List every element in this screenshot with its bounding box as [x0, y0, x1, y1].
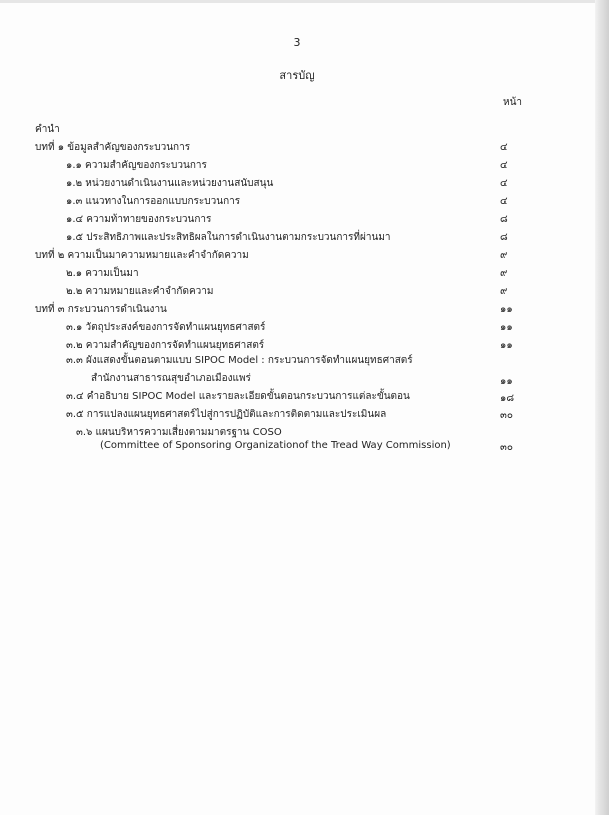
toc-entry-text: บทที่ ๑ ข้อมูลสำคัญของกระบวนการ: [35, 142, 191, 153]
page-column-header: หน้า: [503, 97, 523, 108]
toc-entry-page: ๔: [500, 142, 508, 153]
toc-entry-text: ๓.๔ คำอธิบาย SIPOC Model และรายละเอียดขั้นตอนกระบวนการแต่ละขั้นตอน: [66, 391, 410, 402]
toc-entry-text: ๒.๒ ความหมายและคำจำกัดความ: [66, 286, 214, 297]
toc-entry-page: ๑๑: [500, 376, 513, 387]
toc-entry-text: คำนำ: [35, 124, 60, 135]
toc-entry-page: ๘: [500, 232, 508, 243]
toc-entry-text: ๓.๒ ความสำคัญของการจัดทำแผนยุทธศาสตร์: [66, 340, 265, 351]
page-right-edge: [595, 0, 609, 815]
toc-entry-text: ๓.๖ แผนบริหารความเสี่ยงตามมาตรฐาน COSO: [76, 427, 282, 438]
toc-entry-page: ๙: [500, 286, 508, 297]
toc-entry-text: ๑.๕ ประสิทธิภาพและประสิทธิผลในการดำเนินงานตามกระบวนการที่ผ่านมา: [66, 232, 391, 243]
toc-entry-text: ๓.๑ วัตถุประสงค์ของการจัดทำแผนยุทธศาสตร์: [66, 322, 266, 333]
page-title: สารบัญ: [279, 69, 315, 82]
toc-entry-text: ๑.๑ ความสำคัญของกระบวนการ: [66, 160, 207, 171]
toc-entry-text: (Committee of Sponsoring Organizationof the Tread Way Commission): [100, 440, 451, 451]
toc-entry-text: สำนักงานสาธารณสุขอำเภอเมืองแพร่: [91, 373, 251, 384]
toc-entry-text: ๑.๓ แนวทางในการออกแบบกระบวนการ: [66, 196, 241, 207]
toc-entry-page: ๙: [500, 268, 508, 279]
toc-entry-page: ๔: [500, 160, 508, 171]
toc-entry-text: ๓.๓ ผังแสดงขั้นตอนตามแบบ SIPOC Model : กระบวนการจัดทำแผนยุทธศาสตร์: [66, 355, 413, 366]
toc-entry-page: ๘: [500, 214, 508, 225]
page-top-edge: [0, 0, 609, 3]
toc-entry-page: ๑๑: [500, 304, 513, 315]
toc-entry-page: ๑๘: [500, 393, 515, 404]
toc-entry-page: ๓๐: [500, 410, 513, 421]
toc-entry-page: ๓๐: [500, 442, 513, 453]
toc-entry-text: บทที่ ๓ กระบวนการดำเนินงาน: [35, 304, 167, 315]
toc-entry-page: ๙: [500, 250, 508, 261]
toc-entry-page: ๔: [500, 178, 508, 189]
toc-entry-text: บทที่ ๒ ความเป็นมาความหมายและคำจำกัดความ: [35, 250, 249, 261]
toc-entry-page: ๑๑: [500, 322, 513, 333]
toc-entry-text: ๑.๔ ความท้าทายของกระบวนการ: [66, 214, 212, 225]
toc-entry-text: ๒.๑ ความเป็นมา: [66, 268, 139, 279]
toc-entry-text: ๑.๒ หน่วยงานดำเนินงานและหน่วยงานสนับสนุน: [66, 178, 274, 189]
toc-entry-text: ๓.๕ การแปลงแผนยุทธศาสตร์ไปสู่การปฏิบัติและการติดตามและประเมินผล: [66, 409, 387, 420]
toc-entry-page: ๔: [500, 196, 508, 207]
page-number: 3: [293, 36, 301, 49]
toc-entry-page: ๑๑: [500, 340, 513, 351]
